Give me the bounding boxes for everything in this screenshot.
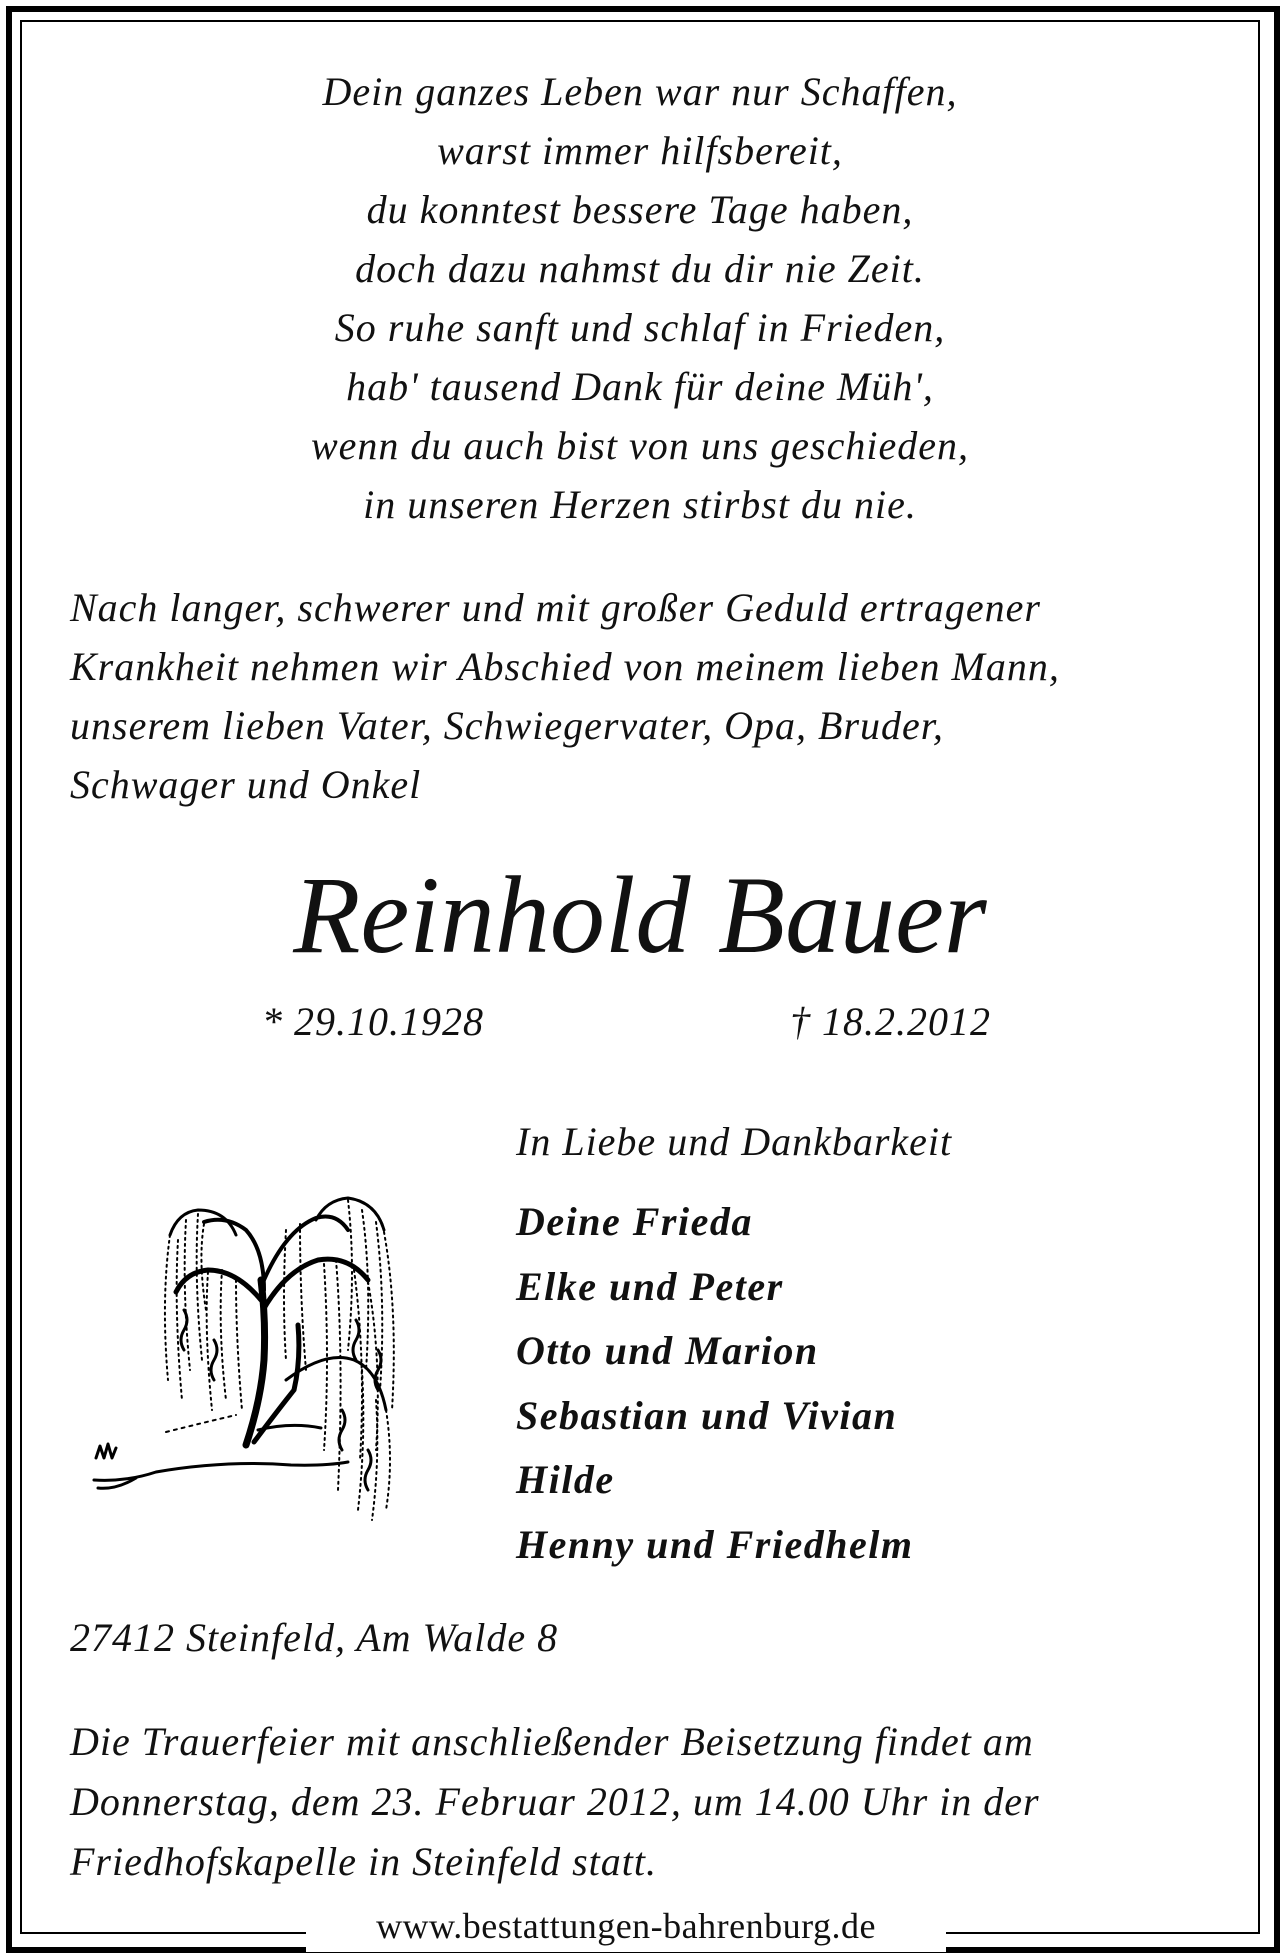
poem-line: Dein ganzes Leben war nur Schaffen,: [322, 69, 958, 114]
intro-line: unserem lieben Vater, Schwiegervater, Opa, Bruder,: [70, 703, 944, 748]
family-address: 27412 Steinfeld, Am Walde 8: [70, 1615, 559, 1660]
closing-phrase: In Liebe und Dankbarkeit: [516, 1119, 953, 1164]
intro-line: Nach langer, schwerer und mit großer Geduld ertragener: [70, 585, 1041, 630]
mourner-name: Deine Frieda: [516, 1199, 753, 1244]
mourner-name: Sebastian und Vivian: [516, 1392, 898, 1438]
intro-line: Schwager und Onkel: [70, 762, 422, 807]
intro-text: [70, 578, 1230, 814]
deceased-name: Reinhold Bauer: [293, 854, 987, 976]
mourner-name: Elke und Peter: [516, 1263, 784, 1309]
poem-line: wenn du auch bist von uns geschieden,: [311, 423, 969, 468]
poem-line: doch dazu nahmst du dir nie Zeit.: [355, 246, 925, 291]
poem-line: warst immer hilfsbereit,: [437, 128, 843, 173]
poem-line: du konntest bessere Tage haben,: [366, 187, 914, 232]
weeping-willow-icon: [86, 1160, 436, 1540]
mourner-name: Henny und Friedhelm: [516, 1521, 914, 1567]
poem-line: in unseren Herzen stirbst du nie.: [363, 482, 917, 527]
birth-date: * 29.10.1928: [262, 999, 484, 1044]
mourners-list: [516, 1190, 913, 1577]
death-date: † 18.2.2012: [790, 999, 991, 1044]
poem-line: So ruhe sanft und schlaf in Frieden,: [334, 305, 946, 350]
service-line: Donnerstag, dem 23. Februar 2012, um 14.00 Uhr in der: [70, 1779, 1040, 1824]
mourner-name: Otto und Marion: [516, 1328, 819, 1373]
intro-line: Krankheit nehmen wir Abschied von meinem lieben Mann,: [70, 644, 1060, 689]
service-line: Die Trauerfeier mit anschließender Beisetzung findet am: [70, 1719, 1034, 1764]
poem-line: hab' tausend Dank für deine Müh',: [346, 364, 934, 409]
website-link[interactable]: www.bestattungen-bahrenburg.de: [306, 1900, 946, 1952]
service-line: Friedhofskapelle in Steinfeld statt.: [70, 1839, 658, 1884]
poem: [0, 62, 1280, 534]
mourner-name: Hilde: [516, 1457, 615, 1502]
service-info: [70, 1712, 1040, 1892]
